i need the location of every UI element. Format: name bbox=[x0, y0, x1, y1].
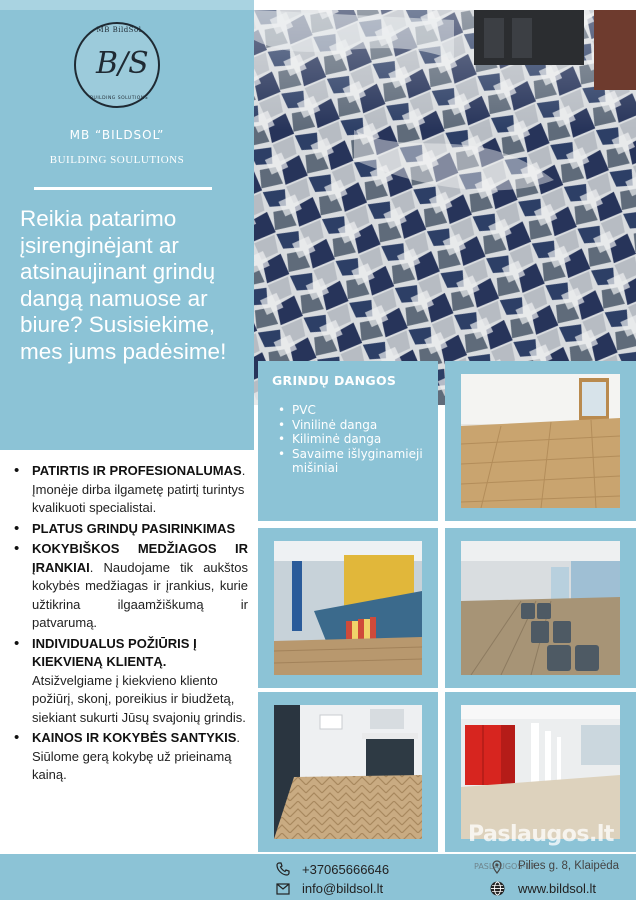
address: Pilies g. 8, Klaipėda bbox=[518, 860, 620, 872]
photo-frame-wood-room bbox=[445, 361, 636, 521]
photo-frame-kitchen bbox=[258, 692, 438, 852]
benefit-text: . Naudojame tik aukštos kokybės medžiagas ir įrankius, kurie užtikrina ilgaamžiškumą ir patvarumą. bbox=[32, 559, 248, 630]
email-icon bbox=[276, 882, 290, 896]
floor-types-title: GRINDŲ DANGOS bbox=[272, 373, 397, 388]
company-subtitle: BUILDING SOULUTIONS bbox=[49, 154, 185, 166]
benefit-text: . Siūlome gerą kokybę už prieinamą kainą. bbox=[32, 730, 241, 782]
globe-icon bbox=[490, 881, 504, 895]
benefit-title: PLATUS GRINDŲ PASIRINKIMAS bbox=[32, 520, 236, 536]
kitchen-photo bbox=[274, 705, 422, 839]
benefit-title: KAINOS IR KOKYBĖS SANTYKIS bbox=[32, 730, 237, 745]
benefit-item bbox=[10, 635, 248, 728]
logo-bottom-text: BUILDING SOLUTIONS bbox=[89, 96, 149, 101]
floor-types-box bbox=[258, 361, 438, 521]
ferry-seats-photo bbox=[461, 541, 620, 675]
watermark: Paslaugos.lt bbox=[468, 822, 614, 847]
benefit-text: . Įmonėje dirba ilgametę patirtį turintys kvalikuoti specialistai. bbox=[32, 463, 246, 515]
phone-number[interactable]: +37065666646 bbox=[302, 862, 390, 877]
logo-letters: B/S bbox=[96, 46, 149, 81]
watermark-sub: PASLAUGOS-17 bbox=[474, 862, 536, 871]
benefit-item bbox=[10, 520, 248, 539]
floor-type-item: • Savaime išlyginamieji mišiniai bbox=[278, 447, 434, 476]
benefit-item bbox=[10, 462, 248, 518]
lockers-photo bbox=[461, 705, 620, 839]
website-link[interactable]: www.bildsol.lt bbox=[518, 881, 597, 896]
floor-type-item: • Vinilinė danga bbox=[278, 418, 434, 433]
photo-frame-lounge bbox=[258, 528, 438, 688]
photo-frame-ferry-seats bbox=[445, 528, 636, 688]
wood-room-photo bbox=[461, 374, 620, 508]
floor-type-item: • Kiliminė danga bbox=[278, 432, 434, 447]
top-strip bbox=[0, 0, 254, 10]
floor-type-item: • PVC bbox=[278, 403, 434, 418]
company-logo bbox=[74, 22, 160, 108]
phone-icon bbox=[276, 862, 290, 876]
contact-footer bbox=[0, 854, 636, 900]
email-address[interactable]: info@bildsol.lt bbox=[302, 881, 384, 896]
benefit-item bbox=[10, 729, 248, 785]
benefit-item bbox=[10, 540, 248, 633]
benefit-text: Atsižvelgiame į kiekvieno kliento požiūrį, skonį, poreikius ir biudžetą, siekiant sukurti Jūsų svajonių grindis. bbox=[32, 672, 246, 725]
floor-types-list bbox=[278, 403, 434, 476]
benefit-title: INDIVIDUALUS POŽIŪRIS Į KIEKVIENĄ KLIENTĄ. bbox=[32, 635, 197, 669]
benefit-title: PATIRTIS IR PROFESIONALUMAS bbox=[32, 463, 242, 478]
company-name: MB “BILDSOL” bbox=[69, 128, 165, 142]
lounge-photo bbox=[274, 541, 422, 675]
logo-top-text: MB BildSol bbox=[96, 26, 142, 34]
headline: Reikia patarimo įsirenginėjant ar atsinaujinant grindų dangą namuose ar biure? Susisiekime, mes jums padėsime! bbox=[20, 206, 227, 364]
benefit-title: KOKYBIŠKOS MEDŽIAGOS IR ĮRANKIAI bbox=[32, 541, 248, 575]
benefits-list bbox=[10, 462, 248, 787]
hero-floor-photo bbox=[254, 10, 636, 405]
divider bbox=[34, 187, 212, 190]
